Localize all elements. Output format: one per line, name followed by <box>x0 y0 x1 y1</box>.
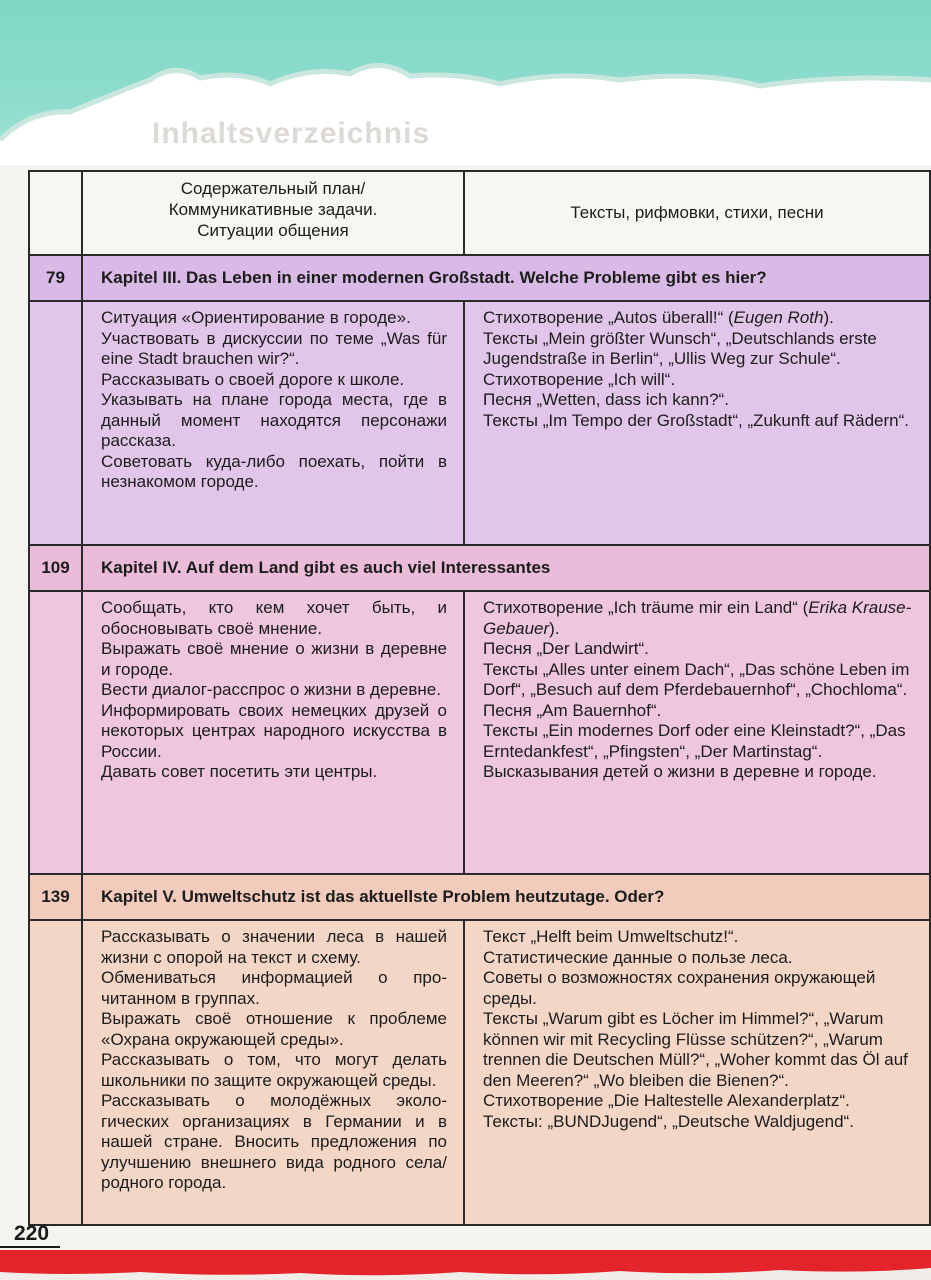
chapter-page-number: 139 <box>29 874 82 920</box>
texts-item: Песня „Am Bauernhof“. <box>483 700 662 720</box>
chapter-title: Kapitel III. Das Leben in einer modernen Großstadt. Welche Probleme gibt es hier? <box>82 255 930 301</box>
plan-item: Рассказывать о значении леса в нашей жизни с опорой на текст и схему. <box>101 927 447 967</box>
plan-item: Сообщать, кто кем хочет быть, и обосновывать своё мнение. <box>101 598 447 638</box>
plan-item: Рассказывать о том, что могут делать школьники по защите окружающей среды. <box>101 1050 447 1090</box>
texts-item-text: Стихотворение „Autos überall!“ ( <box>483 308 734 327</box>
texts-item-text: ). <box>549 618 560 638</box>
texts-item: Стихотворение „Ich will“. <box>483 369 676 389</box>
texts-cell <box>464 591 930 874</box>
author-name: Eugen Roth <box>733 308 824 327</box>
plan-item: Ситуация «Ориентирование в городе». <box>101 308 411 327</box>
footer-band <box>0 1250 931 1280</box>
texts-item: Советы о возможностях сохранения окружающей среды. <box>483 968 876 1008</box>
texts-item: Тексты „Im Tempo der Großstadt“, „Zukunft auf Rädern“. <box>483 410 910 430</box>
texts-item: Высказывания детей о жизни в деревне и городе. <box>483 762 877 781</box>
texts-item: Стихотворение „Die Haltestelle Alexanderplatz“. <box>483 1091 850 1110</box>
author-name: Erika Krause-Gebauer <box>483 598 912 638</box>
plan-cell <box>82 301 464 545</box>
torn-paper-edge <box>0 0 931 165</box>
chapter-content-row <box>29 301 930 545</box>
header-plan-line: Коммуникативные задачи. <box>168 200 378 219</box>
chapter-content-row <box>29 591 930 874</box>
texts-cell <box>464 920 930 1225</box>
texts-item: Тексты „Ein modernes Dorf oder eine Kleinstadt?“, „Das Erntedankfest“, „Pfingsten“, „Der Martinstag“. <box>483 721 906 761</box>
header-texts-cell: Тексты, рифмовки, стихи, песни <box>464 171 930 255</box>
table-header-row <box>29 171 930 255</box>
plan-item: Информировать своих немецких друзей о некоторых центрах народного искусства в России. <box>101 700 447 761</box>
plan-item: Рассказывать о молодёжных экологических организациях в Германии и в нашей стране. Вносить предложения по улучшению внешнего вида родного села/родного города. <box>101 1091 447 1192</box>
texts-item: Тексты „Alles unter einem Dach“, „Das schöne Leben im Dorf“, „Besuch auf dem Pferdebauernhof“, „Chochloma“. <box>483 659 910 699</box>
plan-item: Давать совет посетить эти центры. <box>101 762 378 781</box>
chapter-title: Kapitel V. Umweltschutz ist das aktuellste Problem heutzutage. Oder? <box>82 874 930 920</box>
header-plan-cell <box>82 171 464 255</box>
plan-item: Обмениваться информацией о прочитанном в группах. <box>101 968 447 1008</box>
chapter-page-number: 109 <box>29 545 82 591</box>
section-title: Inhaltsverzeichnis <box>152 117 431 150</box>
chapter-page-number: 79 <box>29 255 82 301</box>
texts-item: Тексты: „BUNDJugend“, „Deutsche Waldjugend“. <box>483 1111 854 1131</box>
header-plan-line: Содержательный план/ <box>180 179 366 198</box>
texts-item <box>483 598 913 639</box>
texts-item: Тексты „Warum gibt es Löcher im Himmel?“, „Warum können wir mit Recycling Flüsse schützen?“, „Warum trennen die Deutschen Müll?“, „Woher kommt das Öl auf den Meeren?“ „Wo bleiben die Bienen?“. <box>483 1009 908 1090</box>
empty-num-cell <box>29 920 82 1225</box>
plan-item: Выражать своё мнение о жизни в деревне и городе. <box>101 639 447 679</box>
header-band <box>0 0 931 165</box>
texts-item: Статистические данные о пользе леса. <box>483 947 793 967</box>
page-number: 220 <box>14 1222 50 1245</box>
texts-item: Текст „Helft beim Umweltschutz!“. <box>483 927 739 946</box>
plan-item: Указывать на плане города места, где в данный момент находятся персонажи рассказа. <box>101 390 447 450</box>
texts-item: Тексты „Mein größter Wunsch“, „Deutschlands erste Jugendstraße in Berlin“, „Ullis Weg zur Schule“. <box>483 328 877 368</box>
plan-item: Участвовать в дискуссии по теме „Was für eine Stadt brauchen wir?“. <box>101 328 447 368</box>
plan-item: Выражать своё отношение к проблеме «Охрана окружающей среды». <box>101 1009 447 1049</box>
contents-table <box>28 170 931 1226</box>
plan-item: Рассказывать о своей дороге к школе. <box>101 369 405 389</box>
footer-torn-edge <box>0 1250 931 1280</box>
empty-num-cell <box>29 301 82 545</box>
texts-item: Песня „Wetten, dass ich kann?“. <box>483 390 729 409</box>
texts-item-text: Стихотворение „Ich träume mir ein Land“ ( <box>483 598 809 617</box>
plan-item: Советовать куда-либо поехать, пойти в незнакомом городе. <box>101 451 447 491</box>
chapter-row <box>29 545 930 591</box>
chapter-row <box>29 874 930 920</box>
texts-item-text: ). <box>823 308 834 327</box>
chapter-row <box>29 255 930 301</box>
plan-item: Вести диалог-расспрос о жизни в деревне. <box>101 680 441 699</box>
texts-cell <box>464 301 930 545</box>
texts-item: Песня „Der Landwirt“. <box>483 639 649 658</box>
empty-num-cell <box>29 591 82 874</box>
chapter-content-row <box>29 920 930 1225</box>
page-number-underline <box>0 1246 60 1248</box>
plan-cell <box>82 920 464 1225</box>
chapter-title: Kapitel IV. Auf dem Land gibt es auch viel Interessantes <box>82 545 930 591</box>
header-num-cell <box>29 171 82 255</box>
plan-cell <box>82 591 464 874</box>
header-plan-line: Ситуации общения <box>197 221 349 240</box>
texts-item <box>483 308 913 329</box>
